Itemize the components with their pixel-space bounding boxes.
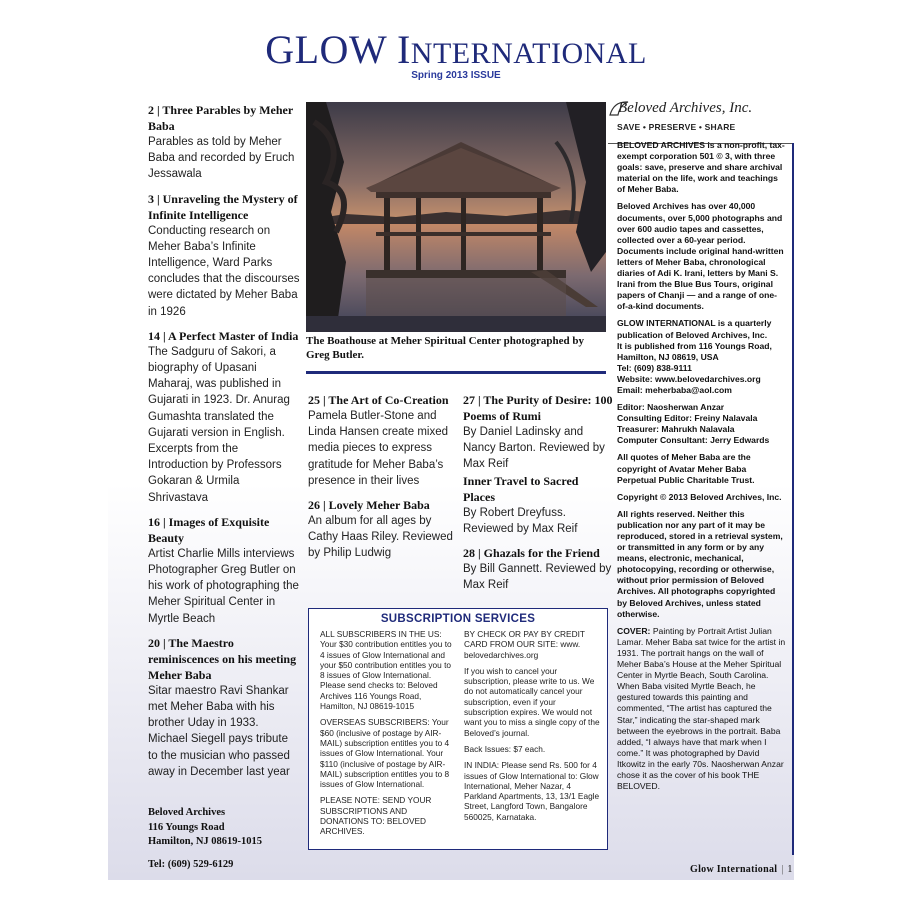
- photo-caption: The Boathouse at Meher Spiritual Center photographed by Greg Butler.: [306, 335, 584, 361]
- toc-heading: 27 | The Purity of Desire: 100 Poems of Rumi: [463, 393, 613, 423]
- toc-entry: [148, 635, 300, 780]
- footer-publication: Glow International: [690, 864, 778, 875]
- info-line: Tel: (609) 838-9111: [617, 362, 692, 373]
- masthead-title: GLOW INTERNATIONAL: [265, 27, 647, 72]
- toc-left-column: [148, 102, 300, 872]
- beloved-archives-logo: [608, 96, 790, 122]
- toc-entry: [148, 514, 300, 627]
- subscription-paragraph: IN INDIA: Please send Rs. 500 for 4 issues of Glow International to: Glow International, Meher Nazar, 4 Parkland Apartments, 13, 13/1 Eagle Street, Langford Town, Bangalore 560025, Karnataka.: [464, 760, 600, 822]
- toc-heading: 16 | Images of Exquisite Beauty: [148, 514, 270, 545]
- toc-heading: Inner Travel to Sacred Places: [463, 473, 579, 504]
- page-footer: [690, 864, 792, 875]
- cover-note: [617, 626, 787, 792]
- subscription-paragraph: ALL SUBSCRIBERS IN THE US: Your $30 contribution entitles you to 4 issues of Glow International and your $50 contribution entitles you to 8 issues of Glow International. Please send checks to: Beloved Archives 116 Youngs Road, Hamilton, NJ 08619-1015: [320, 629, 452, 712]
- address-city: Hamilton, NJ 08619-1015: [148, 836, 263, 848]
- info-paragraph: Beloved Archives has over 40,000 documents, over 5,000 photographs and over 600 audio tapes and cassettes, collected over a 60-year period. Documents include original hand-written letters of Meher Baba, chronological diaries of Adi K. Irani, letters by Mani S. Irani from the Blue Bus Tours, original papers of Chanji — and a range of one-of-a-kind documents.: [617, 201, 784, 312]
- toc-heading: 26 | Lovely Meher Baba: [308, 498, 430, 513]
- info-paragraph: All rights reserved. Neither this publication nor any part of it may be reproduced, stored in a retrieval system, or transmitted in any form or by any means, electronic, mechanical, photocopying, recording or otherwise, without prior permission of Beloved Archives. All photographs copyrighted by Beloved Archives, unless stated otherwise.: [617, 508, 783, 619]
- issue-label: Spring 2013 ISSUE: [411, 70, 501, 81]
- toc-text: Sitar maestro Ravi Shankar met Meher Baba with his brother Uday in 1933. Michael Siegell pays tribute to the musician who passed away in December last year: [148, 684, 290, 778]
- logo-text: Beloved Archives, Inc.: [618, 100, 753, 116]
- address-street: 116 Youngs Road: [148, 821, 225, 833]
- staff-line: Computer Consultant: Jerry Edwards: [617, 435, 770, 446]
- toc-entry: [148, 102, 300, 183]
- subscription-paragraph: BY CHECK OR PAY BY CREDIT CARD FROM OUR SITE: www. belovedarchives.org: [464, 629, 585, 660]
- toc-text: The Sadguru of Sakori, a biography of Upasani Maharaj, was published in Gujarati in 1923. Dr. Anurag Gumashta translated the Gujarati version in English. Excerpts from the Introduction by Professors Gokaran & Urmila Shrivastava: [148, 345, 290, 504]
- subscription-paragraph: Back Issues: $7 each.: [464, 743, 546, 754]
- toc-middle-column-a: [308, 392, 458, 570]
- toc-middle-column-b: [463, 392, 613, 601]
- boathouse-photo-image: [306, 102, 606, 332]
- page-number: 1: [787, 864, 793, 875]
- info-line: Website: www.belovedarchives.org: [617, 373, 761, 384]
- staff-list: [617, 402, 787, 446]
- staff-line: Editor: Naosherwan Anzar: [617, 402, 725, 413]
- boathouse-photo: [306, 102, 606, 332]
- footer-separator: |: [781, 864, 784, 875]
- divider: [792, 143, 794, 855]
- subscription-paragraph: OVERSEAS SUBSCRIBERS: Your $60 (inclusive of postage by AIR-MAIL) subscription entitles you to 4 issues of Glow International. Your $110 (inclusive of postage by AIR-MAIL) subscription entitles you to 8 issues of Glow International.: [320, 717, 450, 790]
- subscription-title: SUBSCRIPTION SERVICES: [380, 613, 536, 625]
- subscription-paragraph: If you wish to cancel your subscription, please write to us. We do not automatically cancel your subscription, even if your subscription expires. We would not want you to miss a single copy of the Beloved’s journal.: [464, 665, 600, 738]
- toc-heading: 20 | The Maestro reminiscences on his meeting Meher Baba: [148, 635, 297, 682]
- subscription-left-column: [320, 629, 456, 843]
- toc-heading: 2 | Three Parables by Meher Baba: [148, 103, 293, 133]
- cover-text: Painting by Portrait Artist Julian Lamar. Meher Baba sat twice for the artist in 1931. The portrait hangs on the wall of Meher Baba’s House at the Meher Spiritual Center in Myrtle Beach, South Carolina. When Baba visited Myrtle Beach, he gestured towards this painting and commented, “The artist has captured the Star,” indicating the star-shaped mark between the eyebrows in the portrait. Baba added, “I always have that mark when I come.” It was photographed by David Itkowitz in the early 70s. Naosherwan Anzar chose it as the cover of his book THE BELOVED.: [617, 625, 786, 792]
- toc-text: An album for all ages by Cathy Haas Riley. Reviewed by Philip Ludwig: [308, 515, 453, 560]
- toc-text: By Daniel Ladinsky and Nancy Barton. Reviewed by Max Reif: [463, 426, 605, 471]
- subscription-right-column: [464, 629, 600, 828]
- publication-info: [617, 140, 787, 798]
- masthead-info-header: [608, 96, 790, 132]
- toc-heading: 25 | The Art of Co-Creation: [308, 393, 449, 407]
- toc-text: Parables as told by Meher Baba and recorded by Eruch Jessawala: [148, 136, 295, 181]
- toc-text: Artist Charlie Mills interviews Photographer Greg Butler on his work of photographing the Meher Spiritual Center in Myrtle Beach: [148, 547, 299, 625]
- toc-text: Conducting research on Meher Baba’s Infinite Intelligence, Ward Parks concludes that the discourses were dictated by Meher Baba in 1926: [148, 224, 300, 318]
- toc-heading: 14 | A Perfect Master of India: [148, 328, 299, 343]
- logo-tagline: SAVE • PRESERVE • SHARE: [617, 122, 736, 132]
- toc-text: By Bill Gannett. Reviewed by Max Reif: [463, 563, 612, 592]
- info-line: It is published from 116 Youngs Road, Hamilton, NJ 08619, USA: [617, 340, 772, 362]
- address-name: Beloved Archives: [148, 807, 226, 819]
- subscription-box: [308, 608, 608, 850]
- toc-heading: 3 | Unraveling the Mystery of Infinite Intelligence: [148, 191, 298, 222]
- address-tel: Tel: (609) 529-6129: [148, 858, 234, 870]
- toc-text: Pamela Butler-Stone and Linda Hansen create mixed media pieces to express gratitude for Meher Baba’s presence in their lives: [308, 410, 448, 487]
- info-paragraph: Copyright © 2013 Beloved Archives, Inc.: [617, 491, 782, 502]
- toc-entry: [148, 328, 300, 506]
- info-line: Email: meherbaba@aol.com: [617, 384, 732, 395]
- publisher-address: [148, 806, 300, 872]
- toc-entry: [148, 191, 300, 320]
- toc-heading: 28 | Ghazals for the Friend: [463, 546, 600, 561]
- divider: [306, 371, 606, 374]
- cover-label: COVER:: [617, 625, 651, 636]
- staff-line: Consulting Editor: Freiny Nalavala: [617, 413, 758, 424]
- info-paragraph: [617, 318, 787, 396]
- info-paragraph: All quotes of Meher Baba are the copyright of Avatar Meher Baba Perpetual Public Charitable Trust.: [617, 452, 755, 485]
- subscription-paragraph: PLEASE NOTE: SEND YOUR SUBSCRIPTIONS AND DONATIONS TO: BELOVED ARCHIVES.: [320, 795, 432, 837]
- info-line: GLOW INTERNATIONAL is a quarterly publication of Beloved Archives, Inc.: [617, 318, 772, 340]
- staff-line: Treasurer: Mahrukh Nalavala: [617, 424, 735, 435]
- info-paragraph: BELOVED ARCHIVES is a non-profit, tax-exempt corporation 501 © 3, with three goals: save, preserve and share archival material on the life, work and teachings of Meher Baba.: [617, 140, 785, 195]
- toc-text: By Robert Dreyfuss. Reviewed by Max Reif: [463, 506, 578, 535]
